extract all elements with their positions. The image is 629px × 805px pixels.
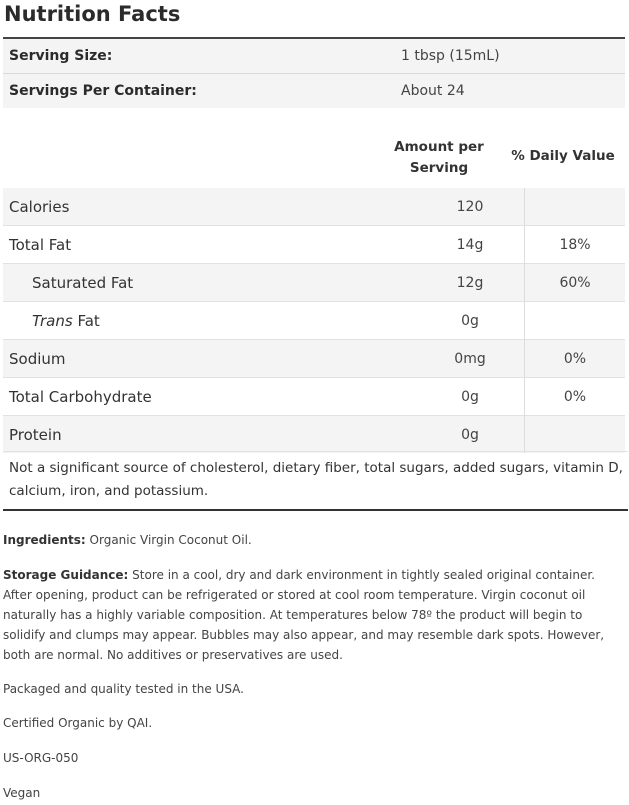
ingredients-paragraph: [3, 530, 625, 550]
nutrient-amount: 14g: [416, 226, 525, 264]
amount-header-line2: Serving: [409, 160, 469, 176]
nutrient-name: Sodium: [3, 340, 416, 378]
storage-paragraph: [3, 565, 625, 665]
amount-per-serving-header: [391, 137, 487, 179]
page-title: Nutrition Facts: [4, 2, 181, 26]
nutrient-daily-value: 18%: [525, 226, 626, 264]
vegan-text: Vegan: [3, 786, 41, 800]
certified-text: Certified Organic by QAI.: [3, 716, 153, 730]
ingredients-label: Ingredients:: [3, 533, 86, 547]
nutrient-amount: 0g: [416, 416, 525, 454]
nutrient-table-header: [3, 133, 625, 190]
nutrient-daily-value: 0%: [525, 378, 626, 416]
nutrient-amount: 0g: [416, 302, 525, 340]
nutrient-name: Total Carbohydrate: [3, 378, 416, 416]
serving-info-table: [3, 37, 625, 108]
servings-per-container-value: About 24: [395, 74, 625, 109]
nutrient-name: [3, 302, 416, 340]
nutrient-name-italic: Trans: [32, 311, 73, 330]
nutrient-name-rest: Fat: [72, 311, 100, 330]
storage-text: Store in a cool, dry and dark environment in tightly sealed original container. After opening, product can be refrigerated or stored at cool room temperature. Virgin coconut oil naturally has a highly variable composition. At temperatures below 78º the product will begin to solidify and clumps may appear. Bubbles may also appear, and may resemble dark spots. However, both are normal. No additives or preservatives are used.: [3, 568, 605, 662]
servings-per-container-row: [3, 74, 625, 109]
daily-value-header: % Daily Value: [511, 148, 615, 164]
nutrient-daily-value: 0%: [525, 340, 626, 378]
serving-size-value: 1 tbsp (15mL): [395, 38, 625, 74]
table-row: [3, 264, 625, 302]
nutrient-amount: 0mg: [416, 340, 525, 378]
amount-header-line1: Amount per: [394, 139, 484, 155]
table-row: [3, 188, 625, 226]
table-row: [3, 378, 625, 416]
nutrition-footnote: Not a significant source of cholesterol, dietary fiber, total sugars, added sugars, vitamin D, calcium, iron, and potassium.: [3, 451, 628, 511]
nutrient-daily-value: [525, 302, 626, 340]
nutrient-table: [3, 188, 625, 453]
nutrient-name: Protein: [3, 416, 416, 454]
table-row: [3, 416, 625, 454]
nutrient-name: Saturated Fat: [3, 264, 416, 302]
table-row: [3, 302, 625, 340]
serving-size-row: [3, 38, 625, 74]
nutrient-amount: 0g: [416, 378, 525, 416]
table-row: [3, 226, 625, 264]
nutrient-daily-value: 60%: [525, 264, 626, 302]
ingredients-text: Organic Virgin Coconut Oil.: [85, 533, 252, 547]
nutrient-name: Calories: [3, 188, 416, 226]
table-row: [3, 340, 625, 378]
packaged-text: Packaged and quality tested in the USA.: [3, 682, 244, 696]
nutrient-amount: 12g: [416, 264, 525, 302]
nutrient-name: Total Fat: [3, 226, 416, 264]
servings-per-container-label: Servings Per Container:: [3, 74, 395, 109]
nutrient-amount: 120: [416, 188, 525, 226]
serving-size-label: Serving Size:: [3, 38, 395, 74]
storage-label: Storage Guidance:: [3, 568, 129, 582]
nutrient-daily-value: [525, 188, 626, 226]
nutrient-daily-value: [525, 416, 626, 454]
product-code-text: US-ORG-050: [3, 751, 79, 765]
